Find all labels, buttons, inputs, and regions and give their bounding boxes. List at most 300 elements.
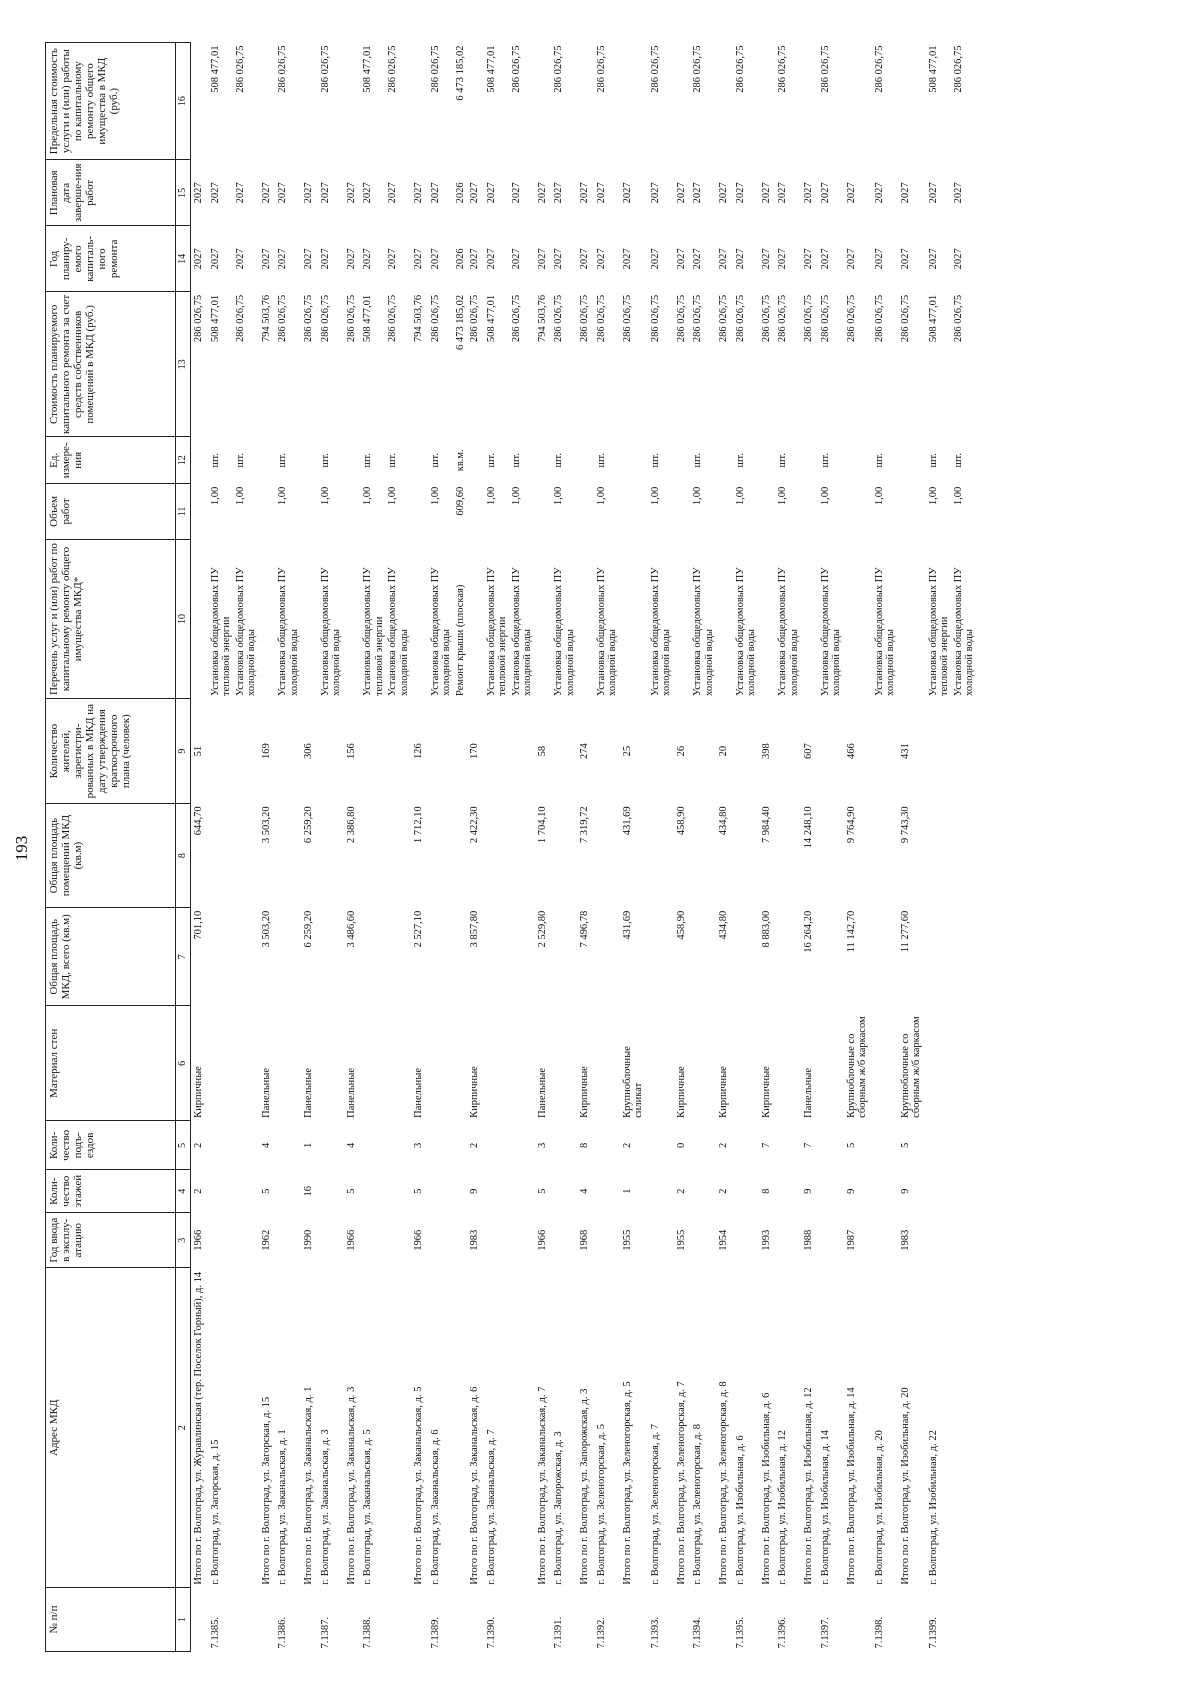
cell-col-13: 286 026,75 [303,294,314,343]
total-row [301,43,316,1652]
cell-col-13: 286 026,75 [675,294,687,343]
cell-col-16 [844,43,870,160]
cell-col-3: 1987 [845,1229,857,1251]
column-header-15: Плановая дата заверше-ния работ [46,160,176,226]
cell-col-4: 9 [899,1188,911,1194]
cell-col-3 [454,1213,468,1268]
cell-col-6 [206,1006,234,1121]
cell-col-16: 286 026,75 [277,45,288,93]
cell-col-7: 434,80 [718,910,729,940]
cell-col-13: 286 026,75 [760,294,772,343]
cell-col-4 [592,1170,620,1213]
column-header-12: Ед. измере-ния [46,437,176,484]
cell-col-14: 2027 [927,248,939,270]
cell-col-13: 286 026,75 [234,294,246,343]
cell-col-11: 1,00 [873,486,885,506]
cell-col-3: 1966 [413,1229,424,1251]
cell-col-6 [688,1006,716,1121]
cell-col-10 [620,539,646,699]
cell-col-15: 2026 [454,182,466,204]
cell-col-5 [688,1121,716,1170]
total-row [577,43,592,1652]
cell-col-5: 8 [579,1142,590,1149]
cell-col-5: 4 [345,1142,357,1149]
cell-col-7 [688,908,716,1006]
cell-col-14: 2027 [413,248,424,270]
cell-col-15: 2027 [760,182,772,204]
cell-col-3 [773,1213,801,1268]
cell-col-4: 4 [579,1188,590,1194]
cell-col-2: Итого по г. Волгоград, ул. Заканальская, д. 7 [536,1386,548,1585]
cell-col-4 [454,1170,468,1213]
cell-col-2 [454,1268,468,1588]
cell-col-2: Итого по г. Волгоград, ул. Журавлинская (тер. Поселок Горный), д. 14 [193,1271,204,1585]
cell-col-13: 286 026,75 [803,294,814,343]
cell-col-7 [273,908,301,1006]
cell-col-5 [731,1121,759,1170]
cell-col-9 [688,699,716,803]
cell-col-1 [716,1588,731,1652]
cell-col-16: 508 477,01 [927,45,939,93]
cell-col-2: Итого по г. Волгоград, ул. Изобильная, д. 14 [845,1387,857,1585]
cell-col-5 [549,1121,577,1170]
cell-col-9: 25 [621,745,633,757]
header-row [46,43,176,1652]
cell-col-8 [731,803,759,907]
cell-col-6 [870,1006,898,1121]
cell-col-7: 11 142,70 [845,910,857,953]
cell-col-8 [816,803,844,907]
table-row [234,43,259,1652]
cell-col-14: 2027 [536,248,548,270]
cell-col-11 [301,484,316,539]
cell-col-12: шт. [952,453,964,468]
cell-col-12 [301,437,316,484]
cell-col-8: 1 704,10 [536,806,548,844]
cell-col-14: 2027 [345,248,357,270]
cell-col-14: 2027 [303,248,314,270]
cell-col-6: Панельные [803,1068,814,1118]
cell-col-7: 3 857,80 [469,910,480,948]
column-number-6: 6 [176,1006,191,1121]
cell-col-13: 286 026,75 [718,294,729,343]
cell-col-6 [816,1006,844,1121]
cell-col-12: шт. [734,453,746,468]
cell-col-11 [411,484,426,539]
cell-col-7 [924,908,952,1006]
cell-col-13: 286 026,75 [345,294,357,343]
cell-col-6: Крупноблочные со сборным ж/б каркасом [899,1016,922,1118]
cell-col-8: 14 248,10 [803,806,814,849]
cell-col-9: 274 [579,743,590,760]
column-number-2: 2 [176,1268,191,1588]
cell-col-2: г. Волгоград, ул. Заканальская, д. 3 [319,1429,331,1585]
cell-col-11 [898,484,924,539]
cell-col-9 [234,699,259,803]
cell-col-3: 1983 [899,1229,911,1251]
cell-col-3: 1988 [803,1229,814,1251]
cell-col-11 [801,484,816,539]
cell-col-11: 1,00 [595,486,607,506]
table-row [273,43,301,1652]
column-number-row [176,43,191,1652]
cell-col-1: 7.1386. [277,1617,288,1649]
cell-col-13: 794 503,76 [260,294,272,343]
cell-col-7: 458,90 [675,910,687,940]
cell-col-15: 2027 [845,182,857,204]
cell-col-13: 508 477,01 [362,294,373,343]
cell-col-15: 2027 [927,182,939,204]
cell-col-7: 8 883,00 [760,910,772,948]
cell-col-8 [924,803,952,907]
cell-col-14: 2027 [510,248,522,270]
cell-col-5: 2 [621,1142,633,1149]
cell-col-10: Установка общедомовых ПУ холодной воды [692,567,715,696]
cell-col-4 [510,1170,535,1213]
cell-col-14: 2027 [429,248,441,270]
cell-col-1: 7.1394. [692,1617,703,1649]
cell-col-16: 286 026,75 [319,45,331,93]
cell-col-16: 508 477,01 [362,45,373,93]
column-header-8: Общая площадь помещений МКД (кв.м) [46,803,176,907]
cell-col-4 [482,1170,510,1213]
cell-col-12: шт. [510,453,522,468]
column-header-3: Год ввода в эксплу-атацию [46,1213,176,1268]
total-row [620,43,646,1652]
cell-col-14: 2027 [193,248,204,270]
cell-col-4 [206,1170,234,1213]
cell-col-8: 9 764,90 [845,806,857,844]
cell-col-15: 2027 [277,182,288,204]
cell-col-7 [386,908,411,1006]
cell-col-11 [577,484,592,539]
total-row [191,43,206,1652]
table-row [773,43,801,1652]
cell-col-3 [952,1213,977,1268]
cell-col-16: 286 026,75 [952,45,964,93]
cell-col-16: 286 026,75 [510,45,522,93]
cell-col-12 [259,437,274,484]
column-number-11: 11 [176,484,191,539]
cell-col-10: Установка общедомовых ПУ холодной воды [819,567,842,696]
cell-col-15: 2027 [345,182,357,204]
cell-col-15: 2027 [413,182,424,204]
cell-col-6: Крупноблочные со сборным ж/б каркасом [845,1016,868,1118]
cell-col-13: 286 026,75 [277,294,288,343]
cell-col-5 [510,1121,535,1170]
cell-col-9 [924,699,952,803]
cell-col-15: 2027 [553,182,564,204]
cell-col-14: 2027 [803,248,814,270]
cell-col-5: 2 [718,1142,729,1149]
cell-col-10: Установка общедомовых ПУ холодной воды [595,567,618,696]
cell-col-16 [535,43,550,160]
cell-col-6: Панельные [413,1068,424,1118]
cell-col-1: 7.1390. [485,1617,497,1649]
cell-col-14: 2027 [595,248,607,270]
cell-col-3 [870,1213,898,1268]
cell-col-2: г. Волгоград, ул. Заканальская, д. 5 [362,1429,373,1585]
cell-col-8: 1 712,10 [413,806,424,844]
cell-col-2 [234,1268,259,1588]
cell-col-7: 11 277,60 [899,910,911,953]
cell-col-2 [952,1268,977,1588]
cell-col-11: 1,00 [319,486,331,506]
cell-col-15: 2027 [718,182,729,204]
cell-col-8: 7 984,40 [760,806,772,844]
table-header [46,43,191,1652]
column-number-16: 16 [176,43,191,160]
table-row [316,43,344,1652]
cell-col-7: 6 259,20 [303,910,314,948]
cell-col-5: 4 [260,1142,272,1149]
cell-col-6 [386,1006,411,1121]
cell-col-15: 2027 [579,182,590,204]
cell-col-16: 286 026,75 [692,45,703,93]
cell-col-16: 286 026,75 [595,45,607,93]
column-number-7: 7 [176,908,191,1006]
cell-col-14: 2027 [692,248,703,270]
capital-repair-table [45,42,977,1652]
cell-col-2 [386,1268,411,1588]
cell-col-6: Кирпичные [469,1066,480,1118]
total-row [759,43,774,1652]
cell-col-2: г. Волгоград, ул. Зеленогорская, д. 7 [649,1424,661,1585]
cell-col-13: 286 026,75 [469,294,480,343]
cell-col-16: 286 026,75 [387,45,398,93]
cell-col-15: 2027 [621,182,633,204]
cell-col-10 [191,539,206,699]
cell-col-12 [535,437,550,484]
cell-col-15: 2027 [234,182,246,204]
cell-col-15: 2027 [193,182,204,204]
cell-col-2: г. Волгоград, ул. Изобильная, д. 12 [777,1430,788,1585]
cell-col-1: 7.1392. [595,1617,607,1649]
cell-col-14: 2027 [209,248,221,270]
cell-col-6: Панельные [345,1068,357,1118]
cell-col-4 [358,1170,386,1213]
cell-col-2: г. Волгоград, ул. Зеленогорская, д. 8 [692,1424,703,1585]
cell-col-11 [759,484,774,539]
cell-col-3 [549,1213,577,1268]
cell-col-14: 2027 [234,248,246,270]
cell-col-15: 2027 [675,182,687,204]
cell-col-7 [773,908,801,1006]
cell-col-9 [316,699,344,803]
cell-col-2: Итого по г. Волгоград, ул. Изобильная, д. 12 [803,1387,814,1585]
cell-col-9 [454,699,468,803]
cell-col-2: Итого по г. Волгоград, ул. Заканальская, д. 5 [413,1386,424,1585]
cell-col-13: 286 026,75 [621,294,633,343]
cell-col-8 [549,803,577,907]
cell-col-5 [924,1121,952,1170]
cell-col-12: шт. [649,453,661,468]
page-number: 193 [12,835,31,862]
cell-col-5: 1 [303,1142,314,1149]
cell-col-7 [358,908,386,1006]
cell-col-10 [759,539,774,699]
cell-col-12: шт. [927,453,939,468]
table-row [454,43,468,1652]
cell-col-10 [467,539,482,699]
cell-col-14: 2027 [675,248,687,270]
cell-col-2: Итого по г. Волгоград, ул. Загорская, д. 15 [260,1396,272,1585]
cell-col-12: шт. [234,453,246,468]
column-header-6: Материал стен [46,1006,176,1121]
cell-col-6 [646,1006,674,1121]
cell-col-3: 1962 [260,1229,272,1251]
cell-col-14: 2027 [579,248,590,270]
cell-col-12: шт. [362,453,373,468]
cell-col-4 [316,1170,344,1213]
cell-col-2: г. Волгоград, ул. Загорская, д. 15 [209,1439,221,1585]
cell-col-4: 9 [845,1188,857,1194]
column-header-7: Общая площадь МКД, всего (кв.м) [46,908,176,1006]
cell-col-7 [482,908,510,1006]
cell-col-6 [316,1006,344,1121]
cell-col-16: 286 026,75 [734,45,746,93]
column-number-9: 9 [176,699,191,803]
cell-col-1 [898,1588,924,1652]
cell-col-1 [191,1588,206,1652]
cell-col-15: 2027 [777,182,788,204]
column-header-16: Предельная стоимость услуги и (или) работы по капитальному ремонту общего имущества в МКД (руб.) [46,43,176,160]
cell-col-4: 2 [193,1188,204,1194]
cell-col-7 [646,908,674,1006]
cell-col-5: 2 [469,1142,480,1149]
cell-col-10: Установка общедомовых ПУ холодной воды [777,567,800,696]
cell-col-3: 1966 [536,1229,548,1251]
cell-col-3: 1966 [345,1229,357,1251]
cell-col-8 [510,803,535,907]
cell-col-14: 2027 [553,248,564,270]
cell-col-6: Панельные [536,1068,548,1118]
cell-col-11: 1,00 [362,486,373,506]
cell-col-8 [234,803,259,907]
table-row [482,43,510,1652]
cell-col-4: 16 [303,1185,314,1197]
cell-col-6 [510,1006,535,1121]
cell-col-8: 644,70 [193,806,204,836]
cell-col-7 [234,908,259,1006]
table-row [592,43,620,1652]
cell-col-5 [482,1121,510,1170]
cell-col-1: 7.1395. [734,1617,746,1649]
cell-col-11: 1,00 [234,486,246,506]
cell-col-4 [731,1170,759,1213]
cell-col-8 [773,803,801,907]
cell-col-13: 286 026,75 [193,294,204,343]
cell-col-10: Установка общедомовых ПУ тепловой энергии [209,567,232,696]
cell-col-16 [344,43,359,160]
cell-col-1 [674,1588,689,1652]
cell-col-13: 286 026,75 [952,294,964,343]
table-row [426,43,454,1652]
cell-col-14: 2026 [454,248,466,270]
cell-col-6 [426,1006,454,1121]
cell-col-13: 286 026,75 [319,294,331,343]
cell-col-3 [731,1213,759,1268]
cell-col-3 [688,1213,716,1268]
cell-col-5 [426,1121,454,1170]
cell-col-6 [549,1006,577,1121]
cell-col-6 [358,1006,386,1121]
cell-col-13: 286 026,75 [649,294,661,343]
cell-col-11: 1,00 [734,486,746,506]
cell-col-10 [344,539,359,699]
cell-col-7: 16 264,20 [803,910,814,953]
cell-col-11 [844,484,870,539]
cell-col-1: 7.1387. [319,1617,331,1649]
cell-col-2: г. Волгоград, ул. Изобильная, д. 22 [927,1430,939,1585]
cell-col-11 [535,484,550,539]
cell-col-12: кв.м. [454,449,466,472]
cell-col-9 [482,699,510,803]
cell-col-4: 2 [718,1188,729,1194]
cell-col-2: Итого по г. Волгоград, ул. Запорожская, д. 3 [579,1388,590,1585]
cell-col-9: 306 [303,743,314,760]
cell-col-10: Установка общедомовых ПУ холодной воды [510,567,533,696]
cell-col-12 [344,437,359,484]
cell-col-9: 466 [845,743,857,760]
cell-col-13: 286 026,75 [734,294,746,343]
cell-col-15: 2027 [803,182,814,204]
cell-col-15: 2027 [260,182,272,204]
cell-col-12 [716,437,731,484]
cell-col-11: 1,00 [692,486,703,506]
cell-col-11: 1,00 [649,486,661,506]
cell-col-12: шт. [277,453,288,468]
cell-col-1 [844,1588,870,1652]
table-row [731,43,759,1652]
cell-col-1: 7.1385. [209,1617,221,1649]
cell-col-10: Установка общедомовых ПУ холодной воды [553,567,576,696]
cell-col-4 [386,1170,411,1213]
cell-col-5: 7 [803,1142,814,1149]
cell-col-1 [952,1588,977,1652]
cell-col-14: 2027 [469,248,480,270]
cell-col-11 [620,484,646,539]
cell-col-4 [549,1170,577,1213]
cell-col-5 [386,1121,411,1170]
table-row [549,43,577,1652]
column-header-5: Коли-чество подъ-ездов [46,1121,176,1170]
column-number-14: 14 [176,226,191,292]
cell-col-6 [773,1006,801,1121]
cell-col-5: 0 [675,1142,687,1149]
cell-col-4 [924,1170,952,1213]
cell-col-9: 26 [675,745,687,757]
cell-col-16 [259,43,274,160]
table-row [870,43,898,1652]
cell-col-16 [898,43,924,160]
cell-col-6 [731,1006,759,1121]
column-header-4: Коли-чество этажей [46,1170,176,1213]
cell-col-5 [358,1121,386,1170]
cell-col-1 [411,1588,426,1652]
cell-col-10: Установка общедомовых ПУ холодной воды [952,567,975,696]
cell-col-16: 286 026,75 [873,45,885,93]
cell-col-12 [411,437,426,484]
cell-col-6: Кирпичные [675,1066,687,1118]
cell-col-10 [577,539,592,699]
cell-col-10 [411,539,426,699]
column-header-13: Стоимость планируемого капитального ремонта за счет средств собственников помещений в МКД (руб.) [46,292,176,437]
cell-col-8: 2 386,80 [345,806,357,844]
cell-col-11: 1,00 [927,486,939,506]
total-row [411,43,426,1652]
cell-col-14: 2027 [277,248,288,270]
